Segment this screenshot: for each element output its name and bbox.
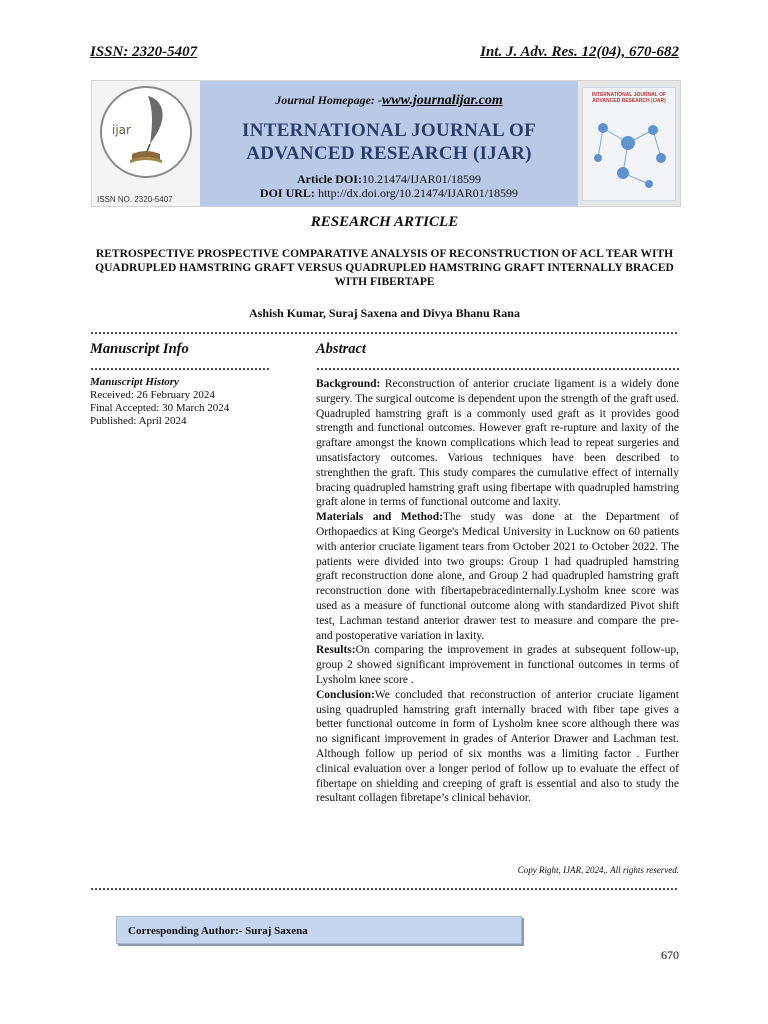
journal-banner [91,80,681,207]
article-title: RETROSPECTIVE PROSPECTIVE COMPARATIVE ANALYSIS OF RECONSTRUCTION OF ACL TEAR WITH QUADRUPLED HAMSTRING GRAFT VERSUS QUADRUPLED HAMSTRING GRAFT INTERNALLY BRACED WITH FIBERTAPE [95,248,674,288]
background-label: Background: [316,378,381,390]
molecule-graphic-icon [583,88,675,200]
doi-block [200,172,578,200]
separator-info [90,367,270,371]
separator-bottom [90,887,679,891]
abstract-heading: Abstract [316,341,366,357]
running-header [90,44,679,61]
issn-label: ISSN: 2320-5407 [90,44,198,60]
page-number: 670 [661,948,679,962]
accepted-date: Final Accepted: 30 March 2024 [90,402,230,414]
conclusion-label: Conclusion: [316,688,375,701]
separator-top [90,331,679,335]
manuscript-info-heading: Manuscript Info [90,341,189,357]
doi-url-label: DOI URL: [259,186,315,200]
results-text: On comparing the improvement in grades at subsequent follow-up, group 2 showed significant improvement in functional outcomes in terms of Lysholm knee score . [316,644,679,686]
article-type: RESEARCH ARTICLE [310,214,459,230]
conclusion-text: We concluded that reconstruction of anterior cruciate ligament using quadrupled hamstring graft internally braced with fiber tape gives a better functional outcome in form of Lysholm knee score although there was no significant improvement in grades of Anterior Drawer and Lachman test. Although follow up period of six months was a limiting factor . Further clinical evaluation over a longer period of follow up to evaluate the effect of fibertape on shielding and creeping of graft is essential and also to study the resultant collagen fibretape’s clinical behavior. [316,688,679,805]
doi-url-link[interactable]: http://dx.doi.org/10.21474/IJAR01/18599 [317,186,519,200]
doi-url [200,186,578,200]
abstract-results [316,643,679,687]
journal-name-line1: INTERNATIONAL JOURNAL OF [242,120,536,141]
methods-label: Materials and Method: [316,511,444,524]
methods-text: The study was done at the Department of Orthopaedics at King George's Medical University in Lucknow on 60 patients with anterior cruciate ligament tears from October 2021 to October 2022. The patients were divided into two groups: Group 1 had quadrupled hamstring graft reconstruction done alone, and Group 2 had quadrupled hamstring graft reconstruction done with fibertapebracedinternally.Lysholm knee score was used as a measure of functional outcome along with standardized Pivot shift test, Lachman testand anterior drawer test to measure and compare the pre- and postoperative variation in laxity. [316,511,679,642]
cover-title: INTERNATIONAL JOURNAL OF ADVANCED RESEARCH (IJAR) [591,92,667,104]
article-authors: Ashish Kumar, Suraj Saxena and Divya Bhanu Rana [249,306,520,320]
journal-citation: Int. J. Adv. Res. 12(04), 670-682 [480,44,679,60]
received-date: Received: 26 February 2024 [90,389,215,401]
journal-name-line2: ADVANCED RESEARCH (IJAR) [246,143,532,164]
corresponding-author-box: Corresponding Author:- Suraj Saxena [116,916,522,944]
banner-center [200,81,578,206]
manuscript-history [90,376,290,428]
abstract-methods [316,510,679,643]
copyright-notice: Copy Right, IJAR, 2024,. All rights reserved. [517,865,679,875]
homepage-label: Journal Homepage: - [275,93,382,107]
doi-label: Article DOI: [297,172,362,186]
homepage-link[interactable]: www.journalijar.com [381,93,503,108]
background-text: Reconstruction of anterior cruciate ligament is a widely done surgery. The surgical outcome is dependent upon the strength of the graft used. Quadrupled hamstring graft is a commonly used graft as it provides good strength and functional outcomes. However graft re-rupture and laxity of the graftare amongst the known complications which lead to repeat surgeries and unsatisfactory outcomes. Various techniques have been described to strenghthen the graft. This study compares the cumulative effect of internally bracing quadrupled hamstring graft using fibertape with quadrupled hamstring graft alone in terms of functional outcome and laxity. [316,378,679,509]
abstract-body [316,377,679,806]
history-label: Manuscript History [90,376,179,388]
published-date: Published: April 2024 [90,415,187,427]
journal-cover-image [582,87,676,201]
abstract-background [316,377,679,510]
separator-abstract [316,367,679,371]
results-label: Results: [316,644,356,657]
journal-logo [92,81,200,206]
logo-text: ijar [112,123,131,137]
journal-name [200,119,578,165]
journal-homepage [200,93,578,109]
abstract-conclusion [316,688,679,806]
logo-issn: ISSN NO. 2320-5407 [97,195,173,204]
article-doi [200,172,578,186]
doi-value: 10.21474/IJAR01/18599 [361,172,481,186]
